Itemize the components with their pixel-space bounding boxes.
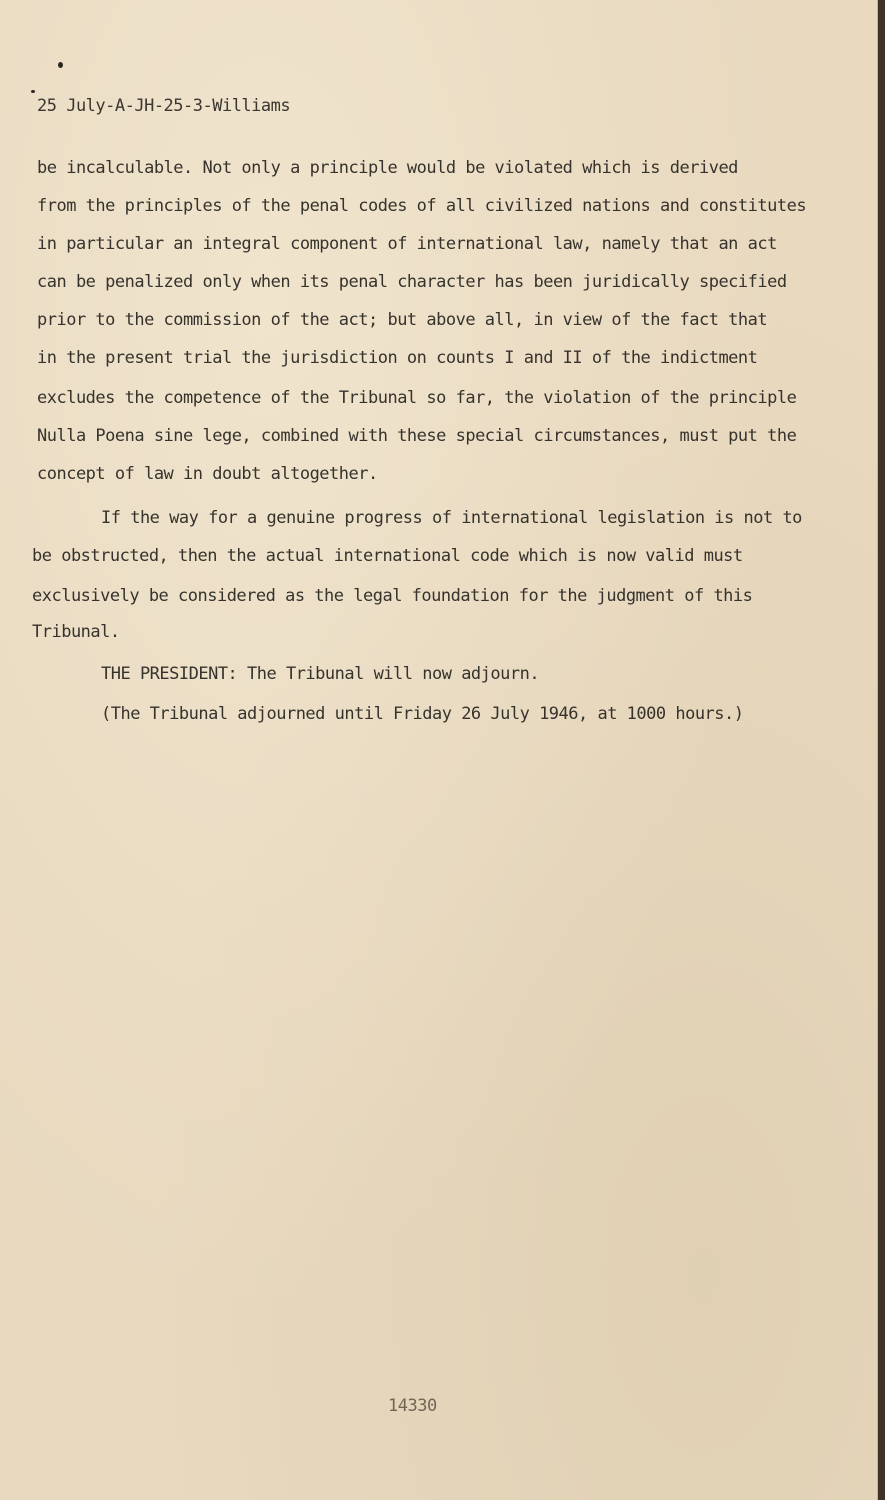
text-line: Tribunal. (32, 622, 120, 642)
text-line: If the way for a genuine progress of international legislation is not to (101, 508, 802, 528)
text-line: prior to the commission of the act; but above all, in view of the fact that (37, 310, 768, 330)
document-header: 25 July-A-JH-25-3-Williams (37, 96, 291, 116)
text-line: excludes the competence of the Tribunal so far, the violation of the principle (37, 388, 797, 408)
text-line: concept of law in doubt altogether. (37, 464, 378, 484)
text-line: be incalculable. Not only a principle would be violated which is derived (37, 158, 738, 178)
text-line: be obstructed, then the actual international code which is now valid must (32, 546, 743, 566)
text-line: can be penalized only when its penal character has been juridically specified (37, 272, 787, 292)
text-line: in the present trial the jurisdiction on counts I and II of the indictment (37, 348, 758, 368)
page-number: 14330 (388, 1396, 437, 1416)
page-edge (878, 0, 885, 1500)
ink-speck (58, 62, 63, 68)
ink-speck (31, 90, 35, 93)
text-line: from the principles of the penal codes of all civilized nations and constitutes (37, 196, 807, 216)
president-statement: THE PRESIDENT: The Tribunal will now adjourn. (101, 664, 540, 684)
text-line: Nulla Poena sine lege, combined with these special circumstances, must put the (37, 426, 797, 446)
adjournment-note: (The Tribunal adjourned until Friday 26 July 1946, at 1000 hours.) (101, 704, 744, 724)
text-line: exclusively be considered as the legal foundation for the judgment of this (32, 586, 753, 606)
text-line: in particular an integral component of international law, namely that an act (37, 234, 777, 254)
